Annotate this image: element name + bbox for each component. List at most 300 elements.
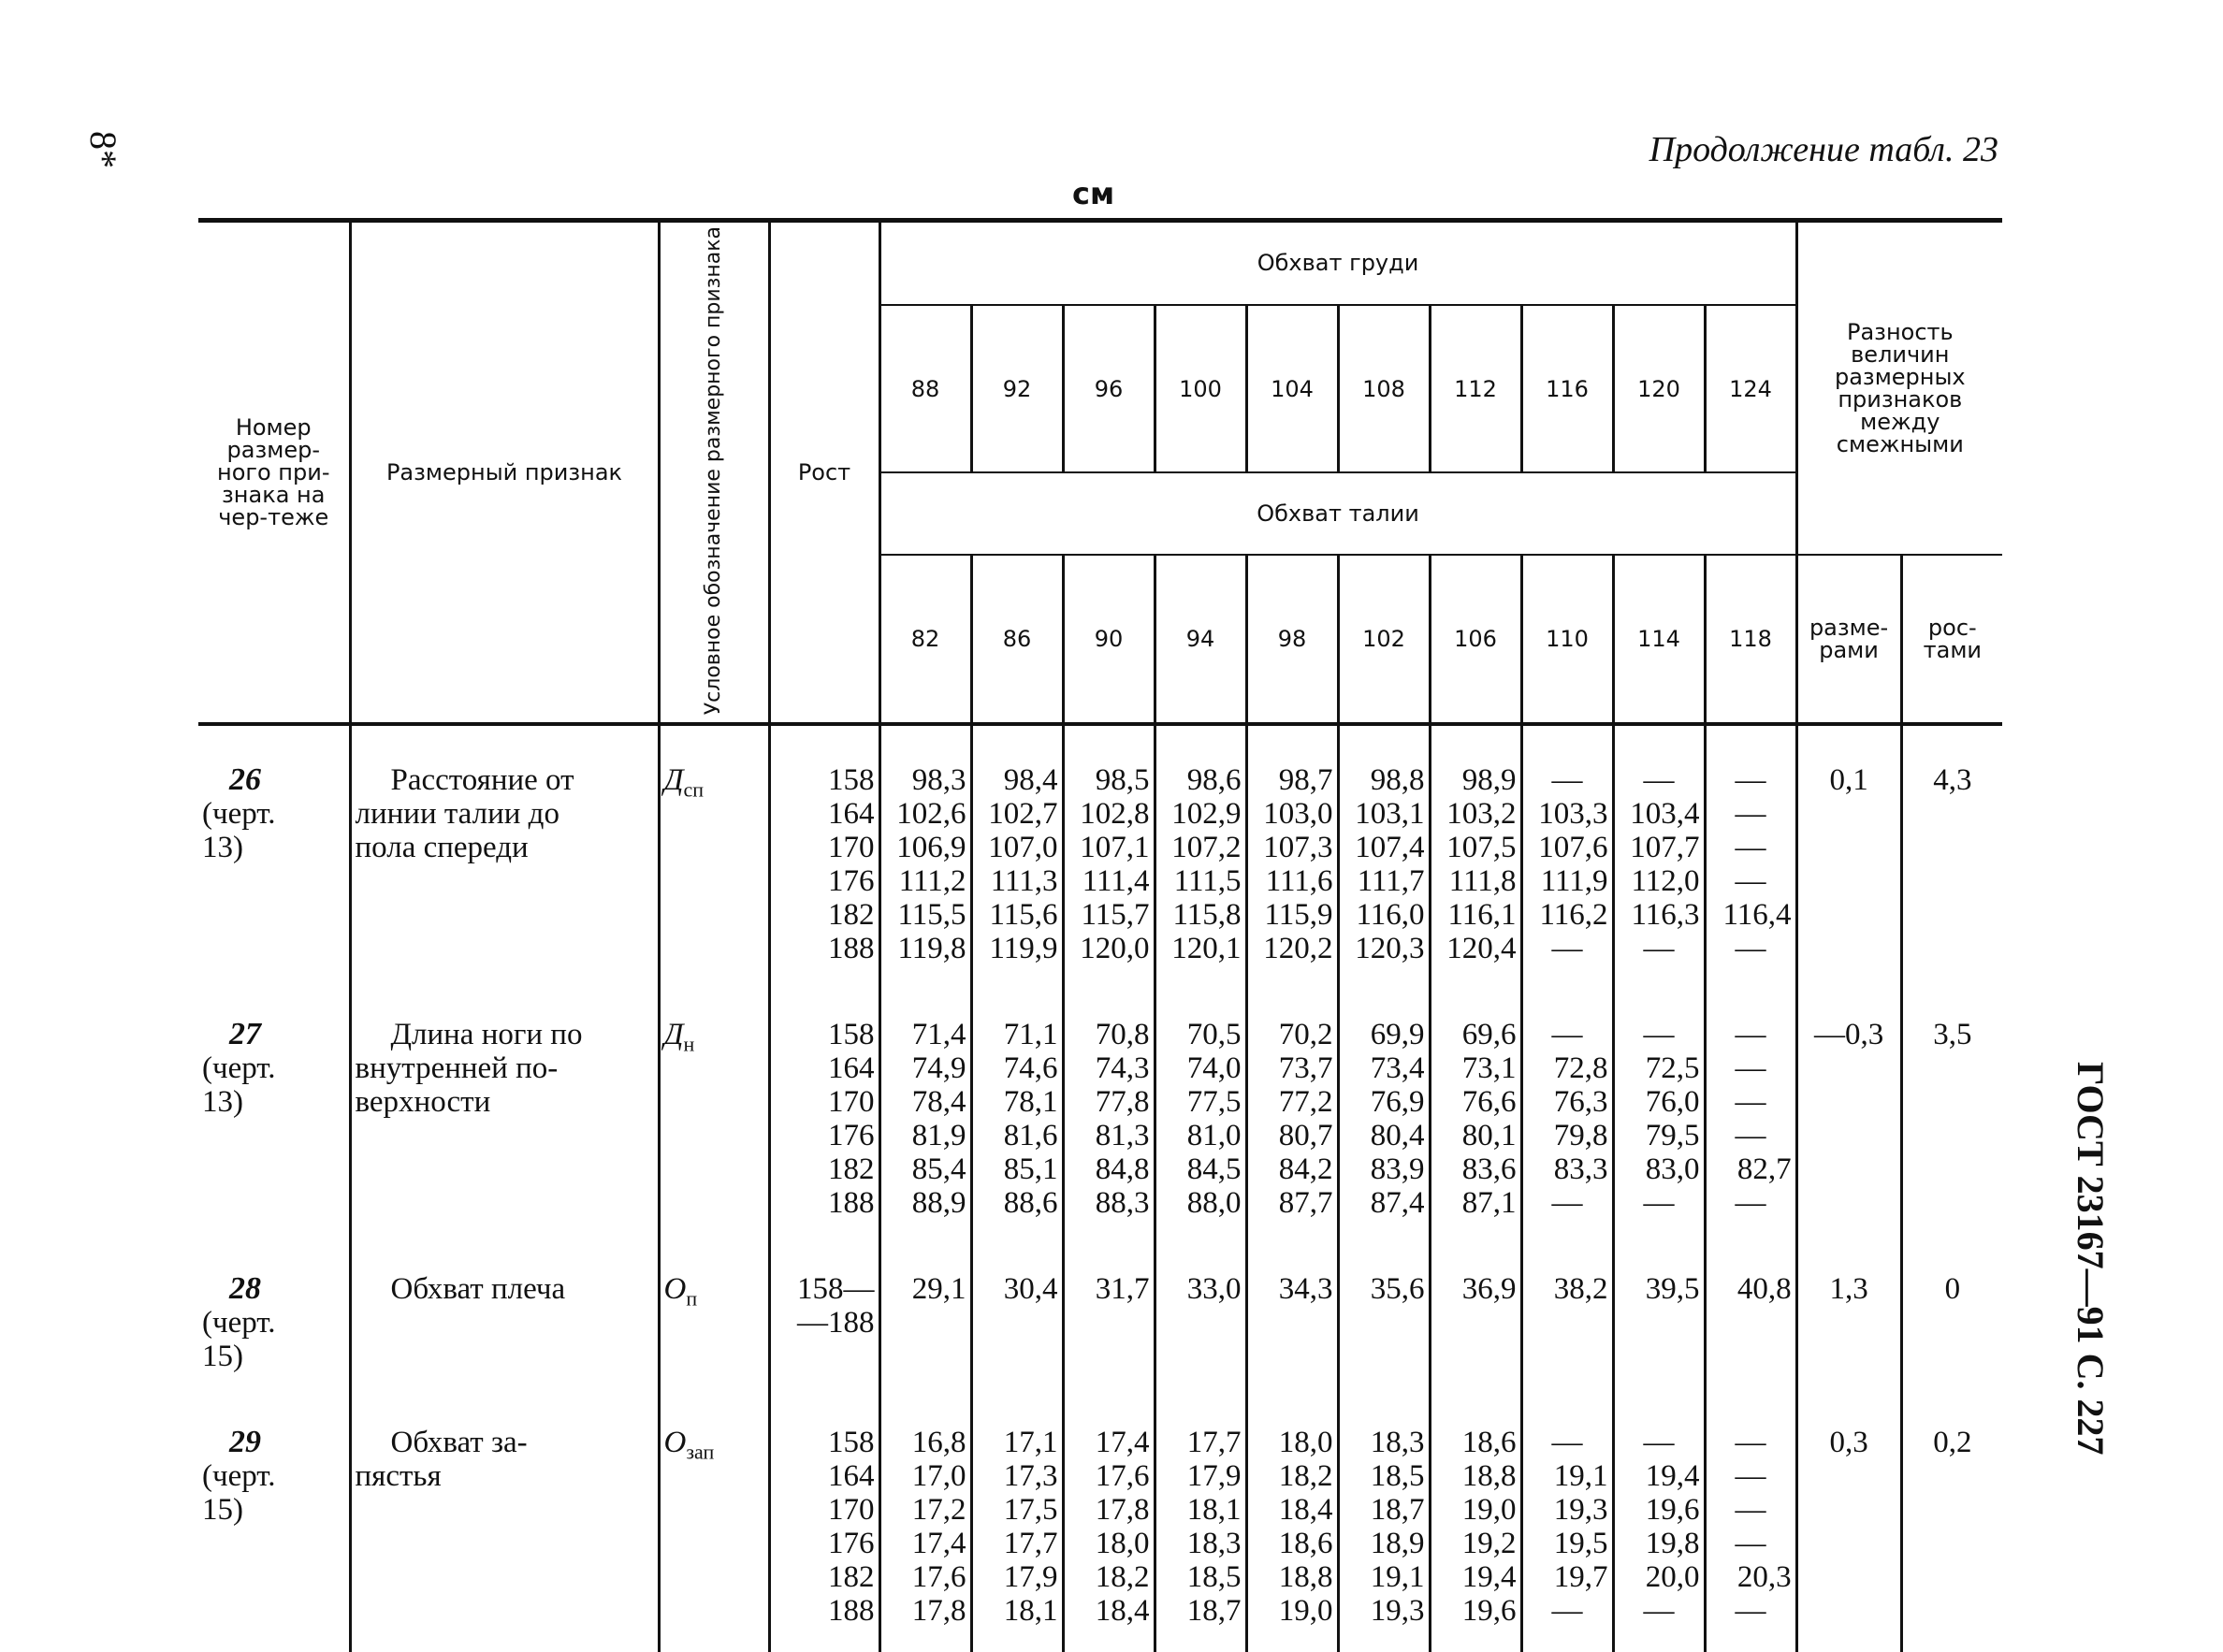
measure-value: 17,9 bbox=[1186, 1459, 1242, 1494]
value-cell bbox=[1155, 990, 1246, 1244]
value-cell bbox=[1063, 1398, 1155, 1652]
header-waist-94: 94 bbox=[1155, 555, 1246, 724]
diff-between-sizes: 0,1 bbox=[1796, 724, 1901, 990]
measure-value: 19,5 bbox=[1553, 1527, 1608, 1561]
feature-name-line: Обхват за- bbox=[390, 1426, 528, 1460]
measure-value: 29,1 bbox=[911, 1272, 966, 1307]
measure-value: 18,0 bbox=[1095, 1527, 1150, 1561]
value-cell bbox=[1155, 1244, 1246, 1398]
value-cell bbox=[1155, 1398, 1246, 1652]
measure-value: 120,0 bbox=[1080, 932, 1150, 966]
measure-value: 103,0 bbox=[1263, 797, 1333, 832]
feature-name-line: Расстояние от bbox=[390, 763, 574, 798]
feature-name bbox=[350, 724, 659, 990]
measure-value: 78,1 bbox=[1003, 1085, 1058, 1120]
measure-value: 77,2 bbox=[1278, 1085, 1333, 1120]
measure-value: 120,2 bbox=[1263, 932, 1333, 966]
measure-value: — bbox=[1735, 1527, 1766, 1561]
measure-value: 18,7 bbox=[1370, 1493, 1425, 1528]
measure-value: 18,2 bbox=[1095, 1560, 1150, 1595]
value-cell bbox=[1063, 990, 1155, 1244]
measure-value: 19,6 bbox=[1461, 1594, 1517, 1629]
heights-cell bbox=[769, 990, 879, 1244]
header-waist-90: 90 bbox=[1063, 555, 1155, 724]
measure-value: 33,0 bbox=[1186, 1272, 1242, 1307]
value-cell bbox=[1338, 990, 1430, 1244]
measure-value: 17,9 bbox=[1003, 1560, 1058, 1595]
value-cell bbox=[1705, 1398, 1796, 1652]
measure-value: 17,5 bbox=[1003, 1493, 1058, 1528]
height-value: 188 bbox=[828, 1186, 875, 1221]
measure-value: 115,8 bbox=[1172, 898, 1242, 933]
measure-value: 70,2 bbox=[1278, 1018, 1333, 1052]
table-row bbox=[198, 1398, 2002, 1652]
feature-name-line: пястья bbox=[355, 1459, 442, 1494]
measure-value: 88,9 bbox=[911, 1186, 966, 1221]
header-chest-92: 92 bbox=[971, 305, 1063, 472]
measure-value: 19,8 bbox=[1645, 1527, 1700, 1561]
height-value: —188 bbox=[797, 1306, 875, 1340]
feature-name bbox=[350, 1398, 659, 1652]
measure-value: 19,1 bbox=[1370, 1560, 1425, 1595]
value-cell bbox=[1705, 990, 1796, 1244]
measure-value: 17,0 bbox=[911, 1459, 966, 1494]
diff-between-sizes: —0,3 bbox=[1796, 990, 1901, 1244]
feature-name-line: линии талии до bbox=[355, 797, 559, 832]
measure-value: 77,8 bbox=[1095, 1085, 1150, 1120]
value-cell bbox=[879, 1398, 971, 1652]
measure-value: 107,1 bbox=[1080, 831, 1150, 865]
measure-value: 111,4 bbox=[1082, 864, 1150, 899]
measure-value: 111,8 bbox=[1448, 864, 1517, 899]
measure-value: 19,0 bbox=[1461, 1493, 1517, 1528]
measure-value: 17,4 bbox=[911, 1527, 966, 1561]
value-cell bbox=[1430, 724, 1521, 990]
feature-name-line: верхности bbox=[355, 1085, 491, 1120]
header-symbol: Условное обозначение размерного признака bbox=[659, 221, 769, 725]
header-number: Номер размер-ного при-знака на чер-теже bbox=[198, 221, 350, 725]
measure-value: — bbox=[1551, 1018, 1583, 1052]
height-value: 164 bbox=[828, 797, 875, 832]
measure-value: 76,0 bbox=[1645, 1085, 1700, 1120]
header-chest-124: 124 bbox=[1705, 305, 1796, 472]
measure-value: — bbox=[1735, 763, 1766, 798]
measure-value: 74,9 bbox=[911, 1051, 966, 1086]
measure-value: 84,8 bbox=[1095, 1152, 1150, 1187]
measure-value: 17,1 bbox=[1003, 1426, 1058, 1460]
measure-value: 73,1 bbox=[1461, 1051, 1517, 1086]
measure-value: 19,6 bbox=[1645, 1493, 1700, 1528]
feature-symbol bbox=[659, 1244, 769, 1398]
unit-label: см bbox=[1072, 176, 1115, 211]
measure-value: 20,3 bbox=[1736, 1560, 1792, 1595]
measure-value: — bbox=[1735, 864, 1766, 899]
measure-value: 107,6 bbox=[1538, 831, 1608, 865]
measure-value: 102,8 bbox=[1080, 797, 1150, 832]
measure-value: 87,4 bbox=[1370, 1186, 1425, 1221]
measure-value: 102,7 bbox=[988, 797, 1058, 832]
value-cell bbox=[1246, 1398, 1338, 1652]
value-cell bbox=[1063, 724, 1155, 990]
measure-value: 78,4 bbox=[911, 1085, 966, 1120]
measure-value: — bbox=[1551, 1426, 1583, 1460]
page-mark: 8* bbox=[82, 131, 124, 168]
measure-value: — bbox=[1735, 932, 1766, 966]
measure-value: 18,5 bbox=[1370, 1459, 1425, 1494]
measure-value: — bbox=[1735, 1493, 1766, 1528]
feature-number-value: 28 bbox=[229, 1271, 261, 1307]
height-value: 164 bbox=[828, 1051, 875, 1086]
diff-between-heights: 0 bbox=[1901, 1244, 2002, 1398]
measure-value: 111,2 bbox=[898, 864, 966, 899]
value-cell bbox=[1155, 724, 1246, 990]
table-row bbox=[198, 990, 2002, 1244]
header-feature: Размерный признак bbox=[350, 221, 659, 725]
height-value: 182 bbox=[828, 1560, 875, 1595]
value-cell bbox=[1430, 1398, 1521, 1652]
measure-value: 72,5 bbox=[1645, 1051, 1700, 1086]
header-waist-106: 106 bbox=[1430, 555, 1521, 724]
value-cell bbox=[879, 990, 971, 1244]
header-chest-112: 112 bbox=[1430, 305, 1521, 472]
measure-value: 17,6 bbox=[911, 1560, 966, 1595]
measure-value: 19,4 bbox=[1461, 1560, 1517, 1595]
measure-value: 70,5 bbox=[1186, 1018, 1242, 1052]
diff-between-heights: 4,3 bbox=[1901, 724, 2002, 990]
feature-number bbox=[198, 1398, 350, 1652]
symbol-subscript: п bbox=[686, 1286, 698, 1311]
value-cell bbox=[1521, 1244, 1613, 1398]
feature-number bbox=[198, 990, 350, 1244]
measure-value: 120,1 bbox=[1171, 932, 1242, 966]
measure-value: 76,3 bbox=[1553, 1085, 1608, 1120]
measure-value: 98,6 bbox=[1186, 763, 1242, 798]
header-chest-100: 100 bbox=[1155, 305, 1246, 472]
symbol-letter: О bbox=[663, 1272, 687, 1307]
measure-value: — bbox=[1643, 1594, 1675, 1629]
measure-value: 107,4 bbox=[1355, 831, 1425, 865]
measure-value: — bbox=[1735, 1119, 1766, 1153]
measure-value: 18,4 bbox=[1278, 1493, 1333, 1528]
measure-value: 70,8 bbox=[1095, 1018, 1150, 1052]
header-diff-sizes: разме-рами bbox=[1796, 555, 1901, 724]
value-cell bbox=[1430, 990, 1521, 1244]
measure-value: 120,4 bbox=[1446, 932, 1517, 966]
symbol-letter: О bbox=[663, 1426, 687, 1460]
measure-value: 18,9 bbox=[1370, 1527, 1425, 1561]
measure-value: 83,6 bbox=[1461, 1152, 1517, 1187]
header-waist-118: 118 bbox=[1705, 555, 1796, 724]
measure-value: — bbox=[1735, 1594, 1766, 1629]
measure-value: 73,4 bbox=[1370, 1051, 1425, 1086]
value-cell bbox=[1705, 1244, 1796, 1398]
table-row bbox=[198, 1244, 2002, 1398]
diff-between-sizes: 0,3 bbox=[1796, 1398, 1901, 1652]
measure-value: 38,2 bbox=[1553, 1272, 1608, 1307]
measure-value: 19,1 bbox=[1553, 1459, 1608, 1494]
symbol-letter: Д bbox=[663, 763, 684, 798]
measure-value: 115,5 bbox=[897, 898, 966, 933]
header-diff-group: Разность величин размерных признаков между смежными bbox=[1796, 221, 2002, 556]
measure-value: 18,8 bbox=[1461, 1459, 1517, 1494]
value-cell bbox=[879, 724, 971, 990]
measure-value: 69,6 bbox=[1461, 1018, 1517, 1052]
height-value: 176 bbox=[828, 864, 875, 899]
height-value: 176 bbox=[828, 1527, 875, 1561]
header-waist-98: 98 bbox=[1246, 555, 1338, 724]
measure-value: 84,2 bbox=[1278, 1152, 1333, 1187]
measure-value: 81,9 bbox=[911, 1119, 966, 1153]
measure-value: 119,8 bbox=[897, 932, 966, 966]
measure-value: 83,0 bbox=[1645, 1152, 1700, 1187]
measure-value: 74,0 bbox=[1186, 1051, 1242, 1086]
height-value: 182 bbox=[828, 1152, 875, 1187]
diff-between-heights: 0,2 bbox=[1901, 1398, 2002, 1652]
header-height: Рост bbox=[769, 221, 879, 725]
height-value: 170 bbox=[828, 1085, 875, 1120]
drawing-reference: (черт. 15) bbox=[202, 1306, 276, 1374]
symbol-subscript: н bbox=[683, 1032, 695, 1056]
value-cell bbox=[1613, 724, 1705, 990]
measure-value: 73,7 bbox=[1278, 1051, 1333, 1086]
value-cell bbox=[1613, 1398, 1705, 1652]
measure-value: 98,8 bbox=[1370, 763, 1425, 798]
measure-value: 107,7 bbox=[1630, 831, 1700, 865]
measure-value: 116,3 bbox=[1631, 898, 1700, 933]
measure-value: — bbox=[1735, 1186, 1766, 1221]
measure-value: 18,5 bbox=[1186, 1560, 1242, 1595]
value-cell bbox=[1338, 1244, 1430, 1398]
measure-value: 81,0 bbox=[1186, 1119, 1242, 1153]
measure-value: 112,0 bbox=[1631, 864, 1700, 899]
measure-value: 18,6 bbox=[1278, 1527, 1333, 1561]
value-cell bbox=[1246, 724, 1338, 990]
height-value: 182 bbox=[828, 898, 875, 933]
measure-value: 18,7 bbox=[1186, 1594, 1242, 1629]
measure-value: 98,4 bbox=[1003, 763, 1058, 798]
measure-value: 72,8 bbox=[1553, 1051, 1608, 1086]
measure-value: 18,4 bbox=[1095, 1594, 1150, 1629]
header-chest-120: 120 bbox=[1613, 305, 1705, 472]
header-chest-96: 96 bbox=[1063, 305, 1155, 472]
measure-value: 34,3 bbox=[1278, 1272, 1333, 1307]
diff-between-heights: 3,5 bbox=[1901, 990, 2002, 1244]
measure-value: 30,4 bbox=[1003, 1272, 1058, 1307]
value-cell bbox=[971, 1244, 1063, 1398]
drawing-reference: (черт. 13) bbox=[202, 1051, 276, 1120]
dimensions-table bbox=[198, 218, 2002, 1652]
measure-value: 74,6 bbox=[1003, 1051, 1058, 1086]
measure-value: 115,9 bbox=[1264, 898, 1333, 933]
measure-value: 81,6 bbox=[1003, 1119, 1058, 1153]
header-chest-group: Обхват груди bbox=[879, 221, 1796, 305]
header-chest-88: 88 bbox=[879, 305, 971, 472]
value-cell bbox=[1246, 1244, 1338, 1398]
measure-value: 39,5 bbox=[1645, 1272, 1700, 1307]
symbol-letter: Д bbox=[663, 1018, 684, 1052]
value-cell bbox=[1063, 1244, 1155, 1398]
drawing-reference: (черт. 13) bbox=[202, 797, 276, 865]
measure-value: 74,3 bbox=[1095, 1051, 1150, 1086]
measure-value: 98,5 bbox=[1095, 763, 1150, 798]
feature-name-line: Обхват плеча bbox=[390, 1272, 566, 1307]
feature-number bbox=[198, 1244, 350, 1398]
value-cell bbox=[1613, 1244, 1705, 1398]
measure-value: 36,9 bbox=[1461, 1272, 1517, 1307]
measure-value: 71,1 bbox=[1003, 1018, 1058, 1052]
feature-symbol bbox=[659, 1398, 769, 1652]
height-value: 170 bbox=[828, 831, 875, 865]
measure-value: 81,3 bbox=[1095, 1119, 1150, 1153]
table-row bbox=[198, 724, 2002, 990]
height-value: 158 bbox=[828, 1018, 875, 1052]
feature-symbol bbox=[659, 724, 769, 990]
measure-value: 18,3 bbox=[1370, 1426, 1425, 1460]
measure-value: 17,3 bbox=[1003, 1459, 1058, 1494]
height-value: 188 bbox=[828, 1594, 875, 1629]
measure-value: 102,6 bbox=[896, 797, 966, 832]
value-cell bbox=[1613, 990, 1705, 1244]
heights-cell bbox=[769, 1244, 879, 1398]
feature-number bbox=[198, 724, 350, 990]
measure-value: 69,9 bbox=[1370, 1018, 1425, 1052]
table-continuation-title: Продолжение табл. 23 bbox=[1649, 130, 1998, 169]
measure-value: 35,6 bbox=[1370, 1272, 1425, 1307]
measure-value: 17,6 bbox=[1095, 1459, 1150, 1494]
drawing-reference: (черт. 15) bbox=[202, 1459, 276, 1528]
header-waist-114: 114 bbox=[1613, 555, 1705, 724]
value-cell bbox=[1705, 724, 1796, 990]
measure-value: 107,2 bbox=[1171, 831, 1242, 865]
value-cell bbox=[971, 990, 1063, 1244]
measure-value: 80,7 bbox=[1278, 1119, 1333, 1153]
measure-value: 84,5 bbox=[1186, 1152, 1242, 1187]
value-cell bbox=[1521, 724, 1613, 990]
header-waist-86: 86 bbox=[971, 555, 1063, 724]
measure-value: 115,6 bbox=[989, 898, 1058, 933]
measure-value: 17,8 bbox=[1095, 1493, 1150, 1528]
measure-value: 19,4 bbox=[1645, 1459, 1700, 1494]
height-value: 158 bbox=[828, 763, 875, 798]
symbol-subscript: зап bbox=[686, 1440, 715, 1464]
header-waist-102: 102 bbox=[1338, 555, 1430, 724]
value-cell bbox=[1338, 1398, 1430, 1652]
measure-value: 88,3 bbox=[1095, 1186, 1150, 1221]
measure-value: 83,9 bbox=[1370, 1152, 1425, 1187]
feature-symbol bbox=[659, 990, 769, 1244]
measure-value: — bbox=[1643, 1426, 1675, 1460]
measure-value: 16,8 bbox=[911, 1426, 966, 1460]
measure-value: 80,4 bbox=[1370, 1119, 1425, 1153]
measure-value: 83,3 bbox=[1553, 1152, 1608, 1187]
value-cell bbox=[971, 724, 1063, 990]
measure-value: 79,5 bbox=[1645, 1119, 1700, 1153]
measure-value: 106,9 bbox=[896, 831, 966, 865]
feature-number-value: 29 bbox=[229, 1425, 261, 1460]
header-waist-110: 110 bbox=[1521, 555, 1613, 724]
feature-number-value: 26 bbox=[229, 762, 261, 798]
value-cell bbox=[879, 1244, 971, 1398]
header-diff-heights: рос-тами bbox=[1901, 555, 2002, 724]
measure-value: 85,4 bbox=[911, 1152, 966, 1187]
measure-value: 111,6 bbox=[1265, 864, 1333, 899]
standard-page-label: ГОСТ 23167—91 С. 227 bbox=[2070, 1062, 2112, 1456]
heights-cell bbox=[769, 724, 879, 990]
height-value: 188 bbox=[828, 932, 875, 966]
measure-value: 71,4 bbox=[911, 1018, 966, 1052]
measure-value: — bbox=[1643, 1018, 1675, 1052]
measure-value: — bbox=[1735, 1085, 1766, 1120]
measure-value: 111,7 bbox=[1357, 864, 1425, 899]
measure-value: — bbox=[1551, 1594, 1583, 1629]
feature-name-line: пола спереди bbox=[355, 831, 529, 865]
measure-value: 116,4 bbox=[1722, 898, 1792, 933]
feature-name bbox=[350, 990, 659, 1244]
measure-value: 17,7 bbox=[1186, 1426, 1242, 1460]
measure-value: 18,6 bbox=[1461, 1426, 1517, 1460]
value-cell bbox=[1521, 1398, 1613, 1652]
measure-value: — bbox=[1735, 1459, 1766, 1494]
value-cell bbox=[1338, 724, 1430, 990]
measure-value: — bbox=[1551, 932, 1583, 966]
measure-value: 111,9 bbox=[1540, 864, 1608, 899]
feature-name bbox=[350, 1244, 659, 1398]
measure-value: 17,4 bbox=[1095, 1426, 1150, 1460]
measure-value: 76,9 bbox=[1370, 1085, 1425, 1120]
measure-value: 103,2 bbox=[1446, 797, 1517, 832]
measure-value: 115,7 bbox=[1081, 898, 1150, 933]
measure-value: — bbox=[1643, 932, 1675, 966]
measure-value: 18,0 bbox=[1278, 1426, 1333, 1460]
measure-value: 111,5 bbox=[1173, 864, 1242, 899]
measure-value: 87,1 bbox=[1461, 1186, 1517, 1221]
feature-number-value: 27 bbox=[229, 1017, 261, 1052]
measure-value: — bbox=[1551, 763, 1583, 798]
measure-value: 18,1 bbox=[1186, 1493, 1242, 1528]
measure-value: 88,6 bbox=[1003, 1186, 1058, 1221]
measure-value: 40,8 bbox=[1736, 1272, 1792, 1307]
measure-value: 18,8 bbox=[1278, 1560, 1333, 1595]
heights-cell bbox=[769, 1398, 879, 1652]
height-value: 176 bbox=[828, 1119, 875, 1153]
measure-value: 116,2 bbox=[1539, 898, 1608, 933]
height-value: 158 bbox=[828, 1426, 875, 1460]
measure-value: 20,0 bbox=[1645, 1560, 1700, 1595]
measure-value: 107,3 bbox=[1263, 831, 1333, 865]
value-cell bbox=[1430, 1244, 1521, 1398]
measure-value: 82,7 bbox=[1736, 1152, 1792, 1187]
value-cell bbox=[1246, 990, 1338, 1244]
measure-value: 17,8 bbox=[911, 1594, 966, 1629]
measure-value: 107,0 bbox=[988, 831, 1058, 865]
measure-value: 19,3 bbox=[1370, 1594, 1425, 1629]
measure-value: — bbox=[1735, 1018, 1766, 1052]
measure-value: 98,3 bbox=[911, 763, 966, 798]
measure-value: 116,0 bbox=[1356, 898, 1425, 933]
measure-value: — bbox=[1735, 1426, 1766, 1460]
height-value: 164 bbox=[828, 1459, 875, 1494]
measure-value: 103,3 bbox=[1538, 797, 1608, 832]
header-waist-group: Обхват талии bbox=[879, 472, 1796, 555]
measure-value: 18,3 bbox=[1186, 1527, 1242, 1561]
measure-value: 107,5 bbox=[1446, 831, 1517, 865]
measure-value: 18,1 bbox=[1003, 1594, 1058, 1629]
header-chest-116: 116 bbox=[1521, 305, 1613, 472]
diff-between-sizes: 1,3 bbox=[1796, 1244, 1901, 1398]
height-value: 170 bbox=[828, 1493, 875, 1528]
measure-value: 119,9 bbox=[989, 932, 1058, 966]
measure-value: 77,5 bbox=[1186, 1085, 1242, 1120]
